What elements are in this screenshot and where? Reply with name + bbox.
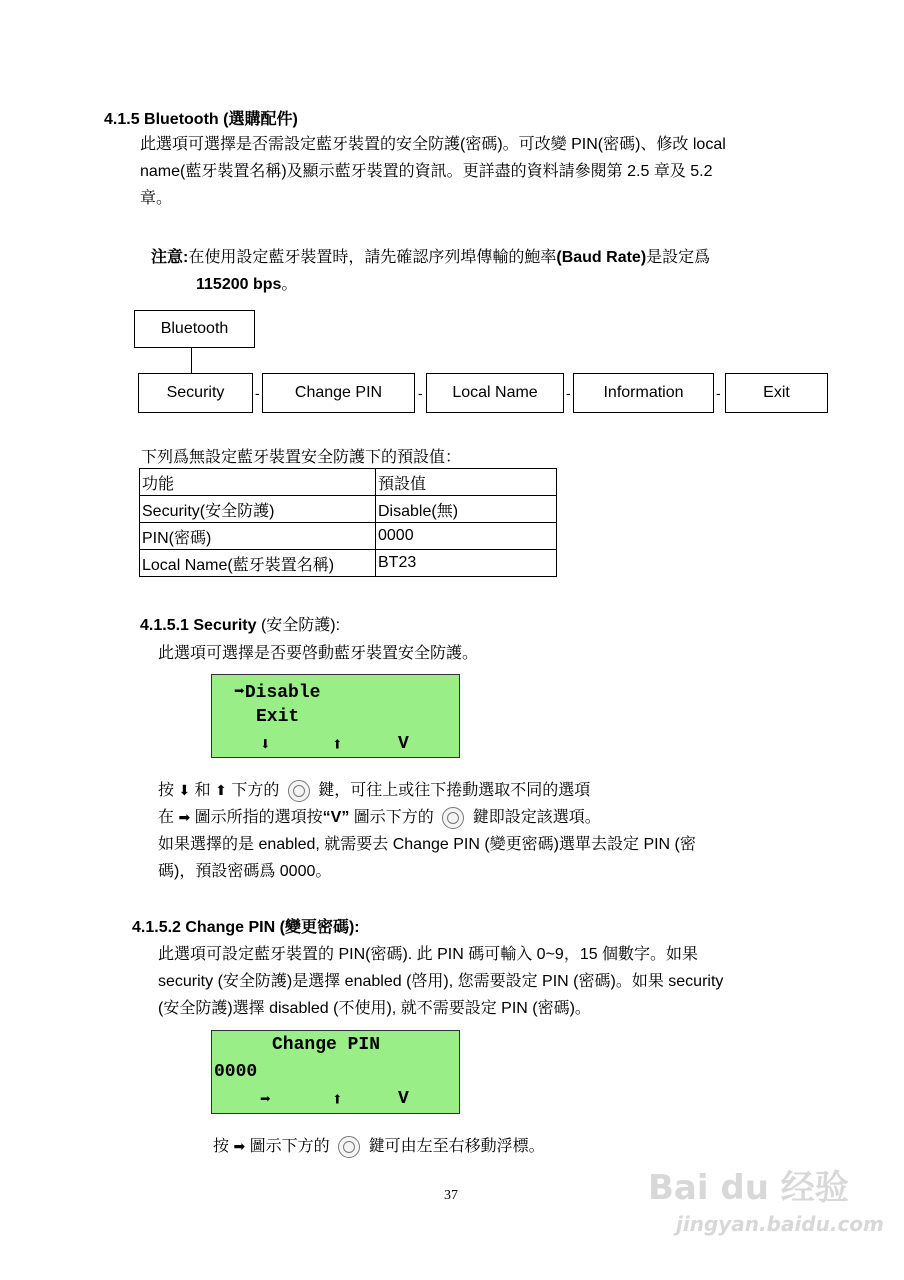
instr-text: 圖示所指的選項按 <box>194 809 323 826</box>
instr-text: 鍵，可往上或往下捲動選取不同的選項 <box>318 782 591 799</box>
table-row <box>140 523 557 550</box>
security-instruction-3: 如果選擇的是 enabled, 就需要去 Change PIN (變更密碼)選單去設定 PIN (密 <box>158 836 696 853</box>
change-pin-heading-b: 變更密碼 <box>284 919 349 936</box>
security-instruction-4: 碼)，預設密碼爲 0000。 <box>158 863 332 880</box>
note-body: 在使用設定藍牙裝置時，請先確認序列埠傳輸的鮑率 <box>188 249 557 266</box>
lcd-key-v: V <box>398 734 409 754</box>
defaults-caption: 下列爲無設定藍牙裝置安全防護下的預設值： <box>141 449 462 466</box>
instr-text: 下方的 <box>231 782 280 799</box>
table-row <box>140 496 557 523</box>
change-pin-heading <box>132 914 360 937</box>
right-arrow-icon: ➡ <box>260 1091 271 1111</box>
security-heading-bold: 4.1.5.1 Security <box>140 617 257 634</box>
menu-connector <box>191 348 192 373</box>
up-arrow-icon: ⬆ <box>215 782 227 798</box>
lcd-pin-value: 0000 <box>214 1062 258 1082</box>
section-heading: 4.1.5 Bluetooth (選購配件) <box>104 111 298 128</box>
right-arrow-icon: ➡ <box>233 1138 246 1154</box>
instr-text: 圖示下方的 <box>353 809 434 826</box>
instr-text: 鍵即設定該選項。 <box>472 809 601 826</box>
up-arrow-icon: ⬆ <box>332 736 343 756</box>
menu-item-local-name: Local Name <box>426 373 564 413</box>
menu-separator: - <box>566 385 571 401</box>
table-header-cell: 功能 <box>140 469 376 496</box>
note-line-2 <box>196 271 297 294</box>
lcd-option-disable: Disable <box>244 683 321 703</box>
instr-text: 鍵可由左至右移動浮標。 <box>368 1138 545 1155</box>
change-pin-lcd-display <box>211 1030 460 1114</box>
menu-item-security: Security <box>138 373 253 413</box>
menu-item-information: Information <box>573 373 714 413</box>
watermark-logo: Bai du 经验 <box>648 1168 849 1208</box>
defaults-table <box>139 468 557 577</box>
right-arrow-icon: ➡ <box>234 683 245 703</box>
right-arrow-icon: ➡ <box>178 809 191 825</box>
security-heading-rest: (安全防護): <box>256 617 341 634</box>
table-cell: Security(安全防護) <box>140 496 376 523</box>
lcd-key-v: V <box>398 1089 409 1109</box>
change-pin-heading-a: 4.1.5.2 Change PIN ( <box>132 919 285 936</box>
change-pin-desc-2: security (安全防護)是選擇 enabled (啓用), 您需要設定 PIN (密碼)。如果 security <box>158 973 724 990</box>
down-arrow-icon: ⬇ <box>178 782 191 798</box>
instr-text: 在 <box>158 809 175 826</box>
security-instruction-1 <box>158 777 590 802</box>
intro-line-3: 章。 <box>140 190 173 207</box>
table-header-cell: 預設值 <box>376 469 557 496</box>
intro-line-2: name(藍牙裝置名稱)及顯示藍牙裝置的資訊。更詳盡的資料請參閱第 2.5 章及 5.2 <box>140 163 713 180</box>
note-prefix: 注意: <box>151 249 189 266</box>
instr-text: 圖示下方的 <box>249 1138 330 1155</box>
menu-separator: - <box>716 385 721 401</box>
watermark-url: jingyan.baidu.com <box>676 1212 884 1236</box>
table-header-row <box>140 469 557 496</box>
menu-separator: - <box>418 385 423 401</box>
note-bold: (Baud Rate) <box>556 249 647 266</box>
lcd-option-exit: Exit <box>256 707 300 727</box>
intro-line-1: 此選項可選擇是否需設定藍牙裝置的安全防護(密碼)。可改變 PIN(密碼)、修改 local <box>140 136 726 153</box>
table-cell: BT23 <box>376 550 557 577</box>
instr-v-label: “V” <box>322 809 350 826</box>
security-lcd-display <box>211 674 460 758</box>
note-line-1 <box>151 244 710 267</box>
security-instruction-2 <box>158 804 601 829</box>
change-pin-desc-3: (安全防護)選擇 disabled (不使用), 就不需要設定 PIN (密碼)。 <box>158 1000 591 1017</box>
instr-text: 按 <box>213 1138 230 1155</box>
change-pin-heading-c: ): <box>348 919 360 936</box>
change-pin-desc-1: 此選項可設定藍牙裝置的 PIN(密碼). 此 PIN 碼可輸入 0~9，15 個數字。如果 <box>158 946 699 963</box>
table-cell: Disable(無) <box>376 496 557 523</box>
panel-key-icon <box>288 780 310 802</box>
menu-item-change-pin: Change PIN <box>262 373 415 413</box>
instr-text: 和 <box>194 782 211 799</box>
note-end: 。 <box>281 276 298 293</box>
change-pin-instruction <box>213 1133 545 1158</box>
note-baud: 115200 bps <box>196 276 282 293</box>
note-suffix: 是設定爲 <box>646 249 711 266</box>
menu-root-bluetooth: Bluetooth <box>134 310 255 348</box>
menu-item-exit: Exit <box>725 373 828 413</box>
security-desc: 此選項可選擇是否要啓動藍牙裝置安全防護。 <box>158 645 479 662</box>
table-cell: 0000 <box>376 523 557 550</box>
security-heading <box>140 612 340 635</box>
panel-key-icon <box>442 807 464 829</box>
table-cell: PIN(密碼) <box>140 523 376 550</box>
up-arrow-icon: ⬆ <box>332 1091 343 1111</box>
instr-text: 按 <box>158 782 175 799</box>
lcd-title: Change PIN <box>272 1035 381 1055</box>
table-row <box>140 550 557 577</box>
menu-separator: - <box>255 385 260 401</box>
page-number: 37 <box>444 1188 458 1203</box>
panel-key-icon <box>338 1136 360 1158</box>
table-cell: Local Name(藍牙裝置名稱) <box>140 550 376 577</box>
down-arrow-icon: ⬇ <box>260 736 271 756</box>
